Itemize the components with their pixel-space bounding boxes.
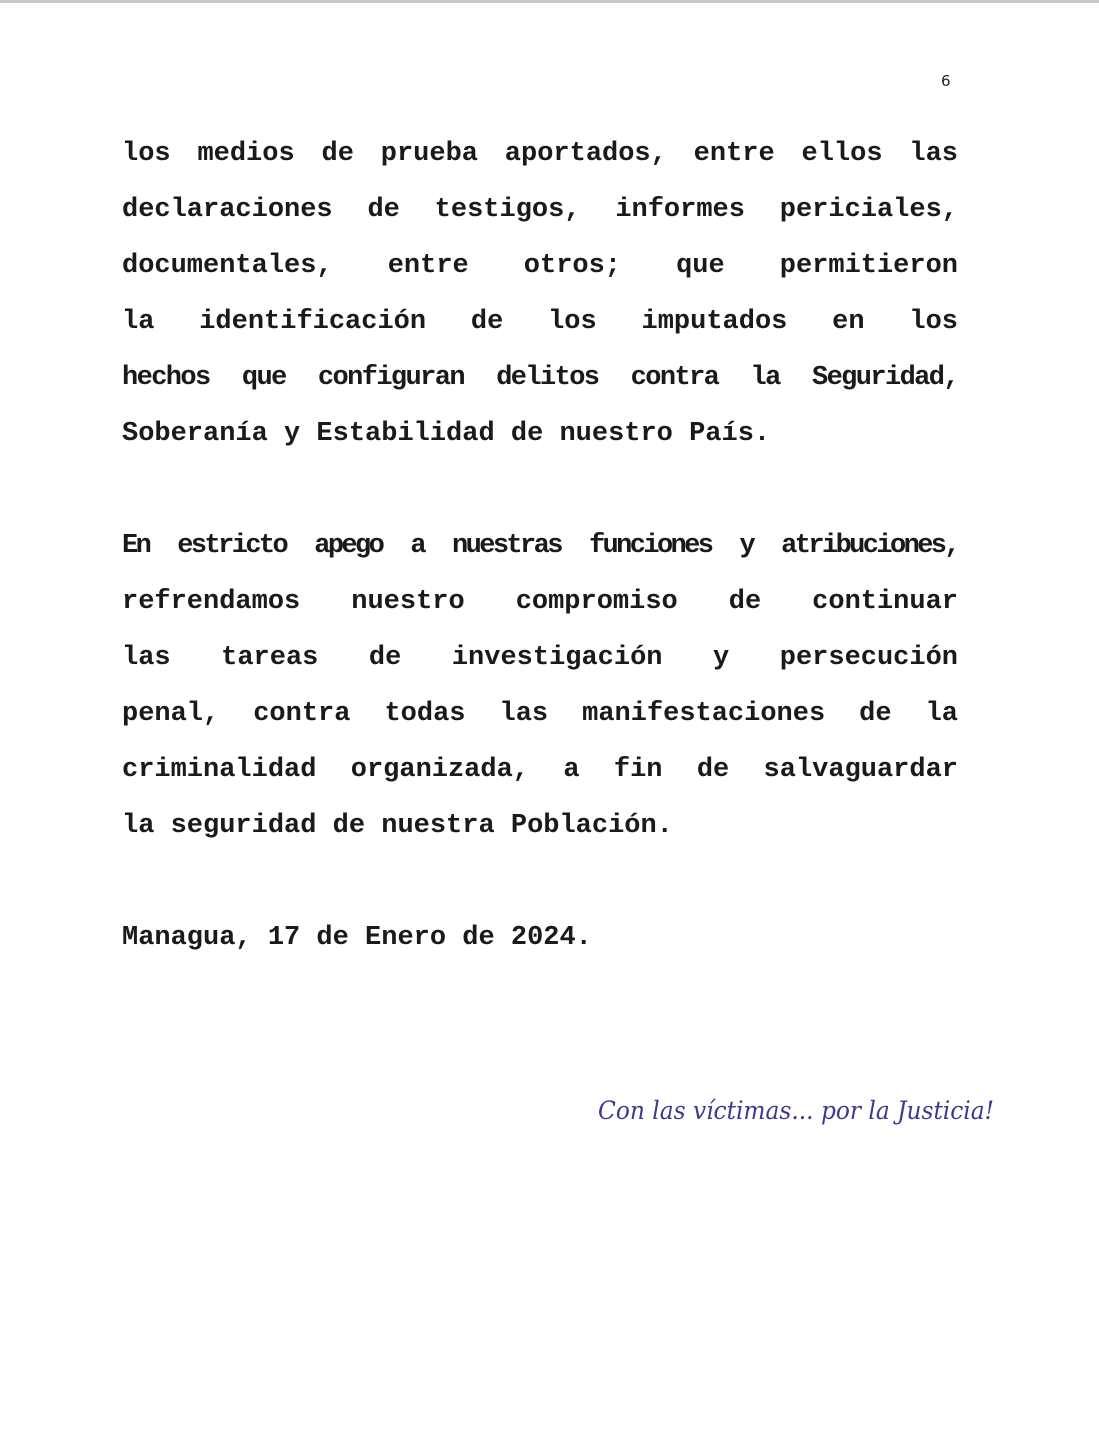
paragraph-evidence: [122, 126, 958, 462]
slogan-text: Con las víctimas... por la Justicia!: [598, 1096, 994, 1125]
paragraph-line: la seguridad de nuestra Población.: [122, 811, 673, 841]
page-top-border: [0, 0, 1099, 3]
date-line: Managua, 17 de Enero de 2024.: [122, 923, 592, 953]
paragraph-line: documentales, entre otros; que permitieron: [122, 251, 958, 281]
paragraph-line: hechos que configuran delitos contra la Seguridad,: [122, 363, 958, 393]
paragraph-commitment: [122, 518, 958, 854]
paragraph-line: declaraciones de testigos, informes periciales,: [122, 195, 958, 225]
paragraph-line: penal, contra todas las manifestaciones de la: [122, 699, 958, 729]
paragraph-line: los medios de prueba aportados, entre ellos las: [122, 139, 958, 169]
paragraph-line: la identificación de los imputados en los: [122, 307, 958, 337]
slogan-signature: [598, 1083, 998, 1143]
page-number: 6: [941, 72, 951, 90]
paragraph-line: criminalidad organizada, a fin de salvaguardar: [122, 755, 958, 785]
paragraph-line: las tareas de investigación y persecución: [122, 643, 958, 673]
closing-date: [122, 910, 958, 966]
paragraph-line: En estricto apego a nuestras funciones y atribuciones,: [122, 531, 958, 561]
slogan-script-graphic: [598, 1083, 998, 1143]
paragraph-line: refrendamos nuestro compromiso de continuar: [122, 587, 958, 617]
paragraph-line: Soberanía y Estabilidad de nuestro País.: [122, 419, 771, 449]
